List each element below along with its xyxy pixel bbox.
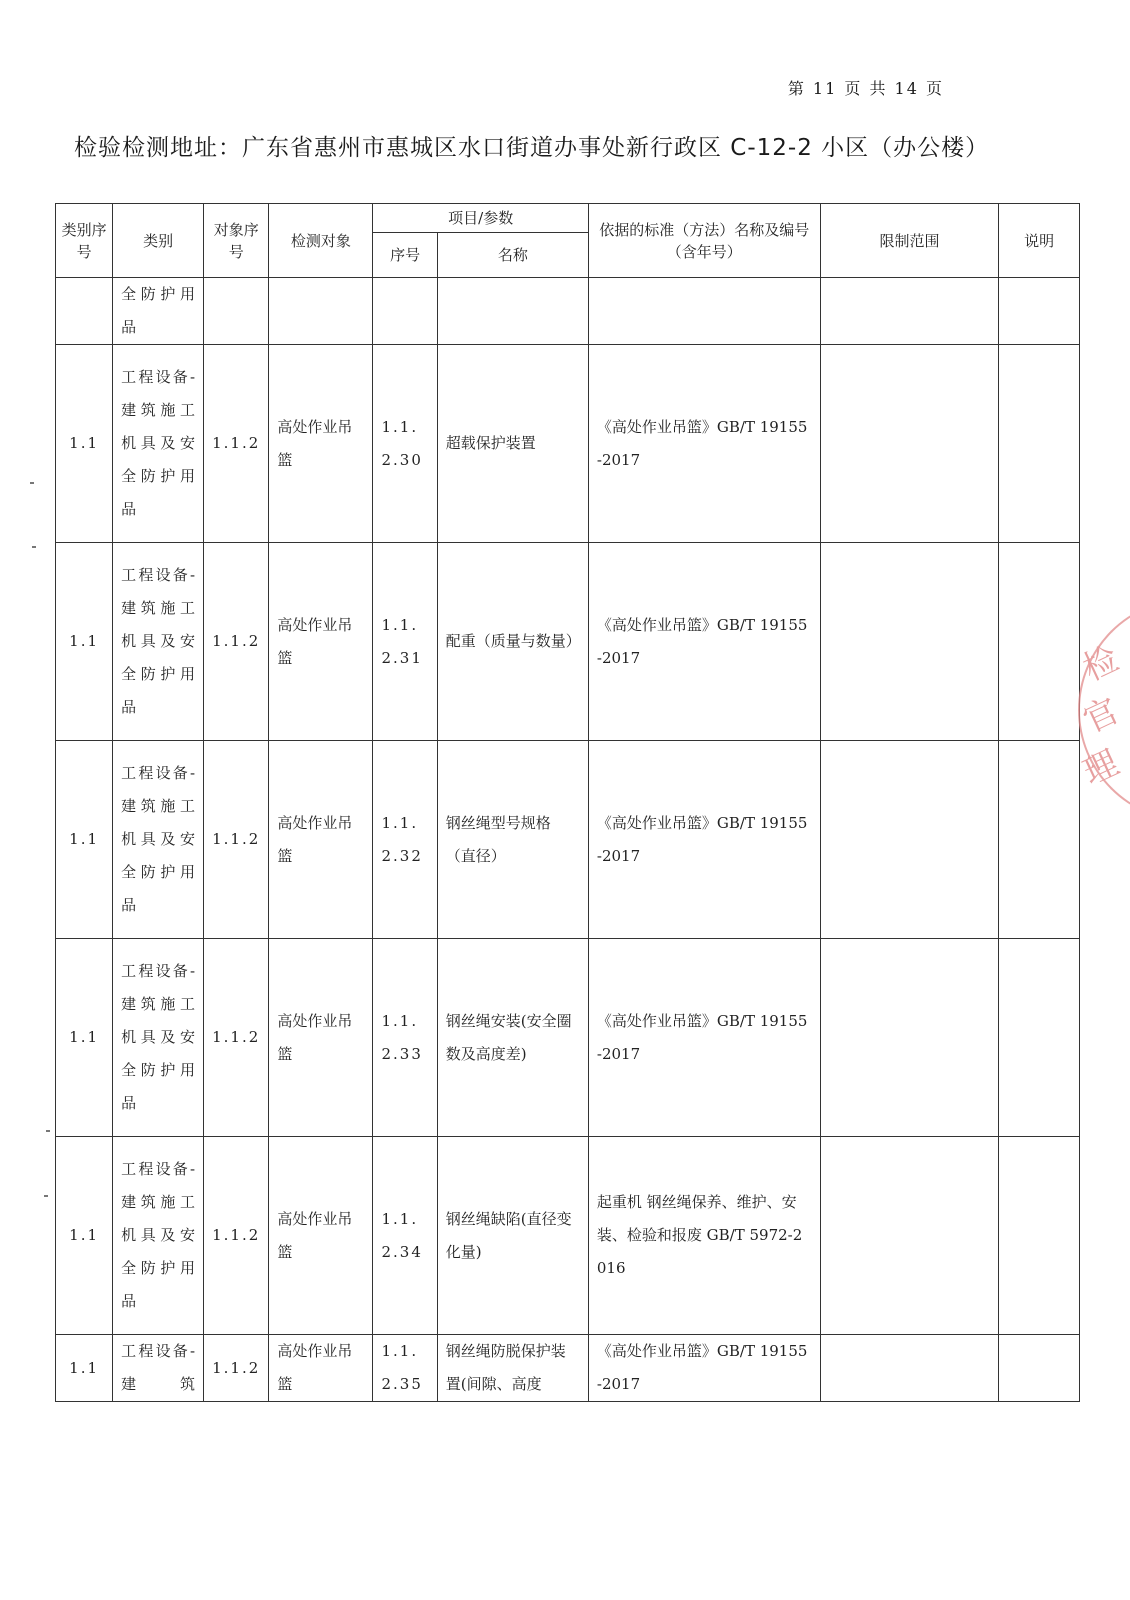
cell-item-name: 钢丝绳缺陷(直径变化量) bbox=[437, 1137, 588, 1335]
cell-obj-seq: 1.1.2 bbox=[204, 543, 269, 741]
header-cat-seq: 类别序号 bbox=[56, 204, 113, 278]
cell-limit bbox=[820, 345, 999, 543]
table-row bbox=[56, 939, 1080, 1137]
cell-obj-seq: 1.1.2 bbox=[204, 1335, 269, 1402]
cell-item-name: 钢丝绳型号规格（直径） bbox=[437, 741, 588, 939]
cell-cat-seq: 1.1 bbox=[56, 543, 113, 741]
table-row bbox=[56, 345, 1080, 543]
cell-category: 工程设备-建筑施工机具及安全防护用品 bbox=[113, 543, 204, 741]
cell-cat-seq: 1.1 bbox=[56, 1137, 113, 1335]
cell-standard: 《高处作业吊篮》GB/T 19155-2017 bbox=[588, 543, 820, 741]
seal-char: 官 bbox=[1077, 690, 1125, 742]
cell-limit bbox=[820, 741, 999, 939]
cell-item-seq: 1.1.2.34 bbox=[373, 1137, 437, 1335]
cell-object: 高处作业吊篮 bbox=[269, 741, 373, 939]
cell-limit bbox=[820, 1137, 999, 1335]
header-standard: 依据的标准（方法）名称及编号（含年号） bbox=[588, 204, 820, 278]
seal-char: 理 bbox=[1077, 742, 1125, 794]
table-row bbox=[56, 1137, 1080, 1335]
cell-obj-seq bbox=[204, 278, 269, 345]
official-seal-stamp bbox=[1078, 598, 1130, 818]
cell-category: 工程设备-建筑施工机具及安全防护用品 bbox=[113, 345, 204, 543]
cell-object: 高处作业吊篮 bbox=[269, 1137, 373, 1335]
cell-obj-seq: 1.1.2 bbox=[204, 939, 269, 1137]
cell-standard: 起重机 钢丝绳保养、维护、安装、检验和报废 GB/T 5972-2016 bbox=[588, 1137, 820, 1335]
header-category: 类别 bbox=[113, 204, 204, 278]
cell-note bbox=[999, 543, 1080, 741]
cell-standard: 《高处作业吊篮》GB/T 19155-2017 bbox=[588, 1335, 820, 1402]
scan-speck bbox=[32, 546, 36, 548]
scan-speck bbox=[30, 482, 34, 484]
cell-obj-seq: 1.1.2 bbox=[204, 741, 269, 939]
cell-limit bbox=[820, 939, 999, 1137]
cell-object: 高处作业吊篮 bbox=[269, 1335, 373, 1402]
cell-cat-seq: 1.1 bbox=[56, 1335, 113, 1402]
header-item-group: 项目/参数 bbox=[373, 204, 588, 233]
cell-standard: 《高处作业吊篮》GB/T 19155-2017 bbox=[588, 741, 820, 939]
scan-speck bbox=[44, 1195, 48, 1197]
inspection-address: 检验检测地址：广东省惠州市惠城区水口街道办事处新行政区 C-12-2 小区（办公楼） bbox=[74, 135, 990, 161]
header-item-name: 名称 bbox=[437, 233, 588, 278]
header-limit: 限制范围 bbox=[820, 204, 999, 278]
cell-item-seq: 1.1.2.35 bbox=[373, 1335, 437, 1402]
cell-category: 工程设备-建筑施工机具及安全防护用品 bbox=[113, 741, 204, 939]
cell-item-seq: 1.1.2.31 bbox=[373, 543, 437, 741]
table-header-row bbox=[56, 204, 1080, 233]
cell-category: 工程设备-建筑施工机具及安全防护用品 bbox=[113, 1137, 204, 1335]
cell-obj-seq: 1.1.2 bbox=[204, 345, 269, 543]
cell-standard: 《高处作业吊篮》GB/T 19155-2017 bbox=[588, 345, 820, 543]
cell-cat-seq: 1.1 bbox=[56, 741, 113, 939]
cell-obj-seq: 1.1.2 bbox=[204, 1137, 269, 1335]
cell-category: 工程设备-建筑 bbox=[113, 1335, 204, 1402]
seal-char: 检 bbox=[1077, 638, 1125, 690]
table-row bbox=[56, 543, 1080, 741]
cell-item-seq: 1.1.2.33 bbox=[373, 939, 437, 1137]
cell-note bbox=[999, 278, 1080, 345]
cell-standard bbox=[588, 278, 820, 345]
cell-note bbox=[999, 939, 1080, 1137]
cell-item-seq: 1.1.2.30 bbox=[373, 345, 437, 543]
table-row-continued bbox=[56, 278, 1080, 345]
cell-item-name: 钢丝绳安装(安全圈数及高度差) bbox=[437, 939, 588, 1137]
cell-item-name bbox=[437, 278, 588, 345]
cell-limit bbox=[820, 1335, 999, 1402]
table-row-truncated bbox=[56, 1335, 1080, 1402]
cell-cat-seq: 1.1 bbox=[56, 345, 113, 543]
cell-item-name: 超载保护装置 bbox=[437, 345, 588, 543]
cell-item-seq bbox=[373, 278, 437, 345]
cell-object bbox=[269, 278, 373, 345]
header-item-seq: 序号 bbox=[373, 233, 437, 278]
header-object: 检测对象 bbox=[269, 204, 373, 278]
cell-object: 高处作业吊篮 bbox=[269, 543, 373, 741]
cell-category: 全防护用品 bbox=[113, 278, 204, 345]
header-obj-seq: 对象序号 bbox=[204, 204, 269, 278]
cell-category: 工程设备-建筑施工机具及安全防护用品 bbox=[113, 939, 204, 1137]
cell-cat-seq: 1.1 bbox=[56, 939, 113, 1137]
inspection-scope-table bbox=[55, 203, 1080, 1402]
cell-limit bbox=[820, 543, 999, 741]
table-row bbox=[56, 741, 1080, 939]
cell-note bbox=[999, 741, 1080, 939]
header-note: 说明 bbox=[999, 204, 1080, 278]
cell-item-name: 配重（质量与数量） bbox=[437, 543, 588, 741]
scan-speck bbox=[46, 1130, 50, 1132]
cell-limit bbox=[820, 278, 999, 345]
cell-note bbox=[999, 1335, 1080, 1402]
cell-item-seq: 1.1.2.32 bbox=[373, 741, 437, 939]
cell-item-name: 钢丝绳防脱保护装置(间隙、高度 bbox=[437, 1335, 588, 1402]
cell-cat-seq bbox=[56, 278, 113, 345]
page-number: 第 11 页 共 14 页 bbox=[787, 79, 944, 98]
cell-standard: 《高处作业吊篮》GB/T 19155-2017 bbox=[588, 939, 820, 1137]
cell-object: 高处作业吊篮 bbox=[269, 939, 373, 1137]
cell-note bbox=[999, 345, 1080, 543]
cell-object: 高处作业吊篮 bbox=[269, 345, 373, 543]
cell-note bbox=[999, 1137, 1080, 1335]
